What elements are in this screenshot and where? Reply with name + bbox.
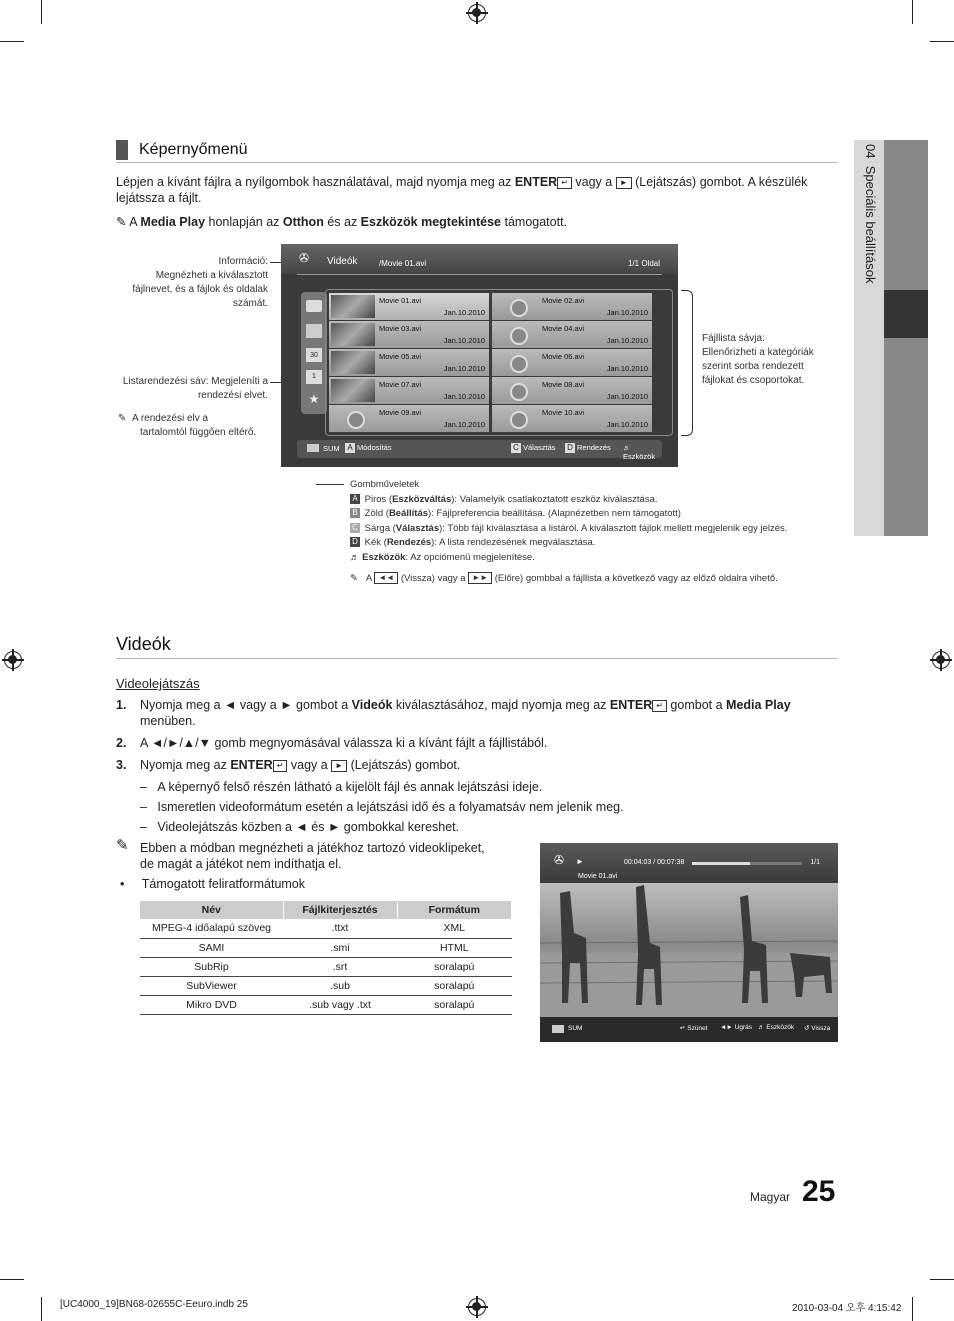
filelist-bracket	[681, 290, 693, 436]
video-thumbnail	[331, 351, 375, 374]
play-icon: ►	[616, 177, 632, 189]
file-name: Movie 08.avi	[542, 380, 585, 389]
page-number: 25	[802, 1175, 836, 1208]
side-tab-block	[884, 338, 928, 536]
step-3: 3. Nyomja meg az ENTER ↵ vagy a ► (Lejátszás) gombot.	[116, 758, 461, 772]
film-reel-icon	[510, 411, 528, 429]
game-note: ✎ Ebben a módban megnézheti a játékhoz tartozó videoklipeket, de magát a játékot nem indíthatja el.	[116, 837, 485, 871]
note-pencil-icon: ✎	[350, 573, 358, 584]
footer-language: Magyar	[750, 1190, 791, 1204]
video-thumbnail	[331, 295, 375, 318]
side-tab-active	[884, 290, 928, 338]
crop-mark	[41, 1297, 42, 1321]
crop-mark	[41, 0, 42, 24]
play-icon: ►	[331, 760, 347, 772]
step-1: 1. Nyomja meg a ◄ vagy a ► gombot a Videók kiválasztásához, majd nyomja meg az ENTER ↵ gombot a Media Play menüben.	[116, 698, 791, 728]
crop-mark	[912, 1297, 913, 1321]
registration-mark-icon	[4, 651, 22, 669]
pause-control: ↵ Szünet	[680, 1025, 708, 1032]
table-row: SubRip .srt soralapú	[140, 957, 512, 976]
registration-mark-icon	[468, 4, 486, 22]
progress-bar[interactable]	[692, 862, 802, 865]
screen-title: Videók	[327, 256, 358, 267]
file-item[interactable]	[329, 321, 489, 348]
film-reel-icon: ✇	[299, 251, 310, 265]
player-count: 1/1	[810, 859, 820, 866]
video-thumbnail	[331, 407, 375, 430]
registration-mark-icon	[932, 651, 950, 669]
key-a-icon: A	[345, 443, 355, 453]
video-thumbnail	[331, 379, 375, 402]
button-operations: Gombműveletek A Piros (Eszközváltás): Valamelyik csatlakoztatott eszköz kiválasztása. B Zöld (Beállítás): Fájlpreferencia beállítása. (Alapnézetben nem támogatott) C Sárga (Választás): Több fájl kiválasztása a listáról. A kiválasztott fájlok mellett megjelenik egy jelzés. D Kék (Rendezés): A lista rendezésének megválasztása. ♬ Eszközök: Az opciómenü megjelenítése. ✎ A ◄◄ (Vissza) vagy a ►► (Előre) gombbal a fájllista a következő vagy az előző oldalra vihető.	[350, 479, 788, 584]
film-reel-icon: ✇	[554, 853, 565, 867]
enter-icon: ↵	[680, 1025, 686, 1032]
note-text: ✎ A Media Play honlapján az Otthon és az Eszközök megtekintése támogatott.	[116, 215, 568, 229]
folder-icon	[306, 300, 322, 312]
file-name: Movie 02.avi	[542, 296, 585, 305]
jump-control: ◄► Ugrás	[720, 1024, 753, 1031]
table-row: MPEG-4 időalapú szöveg .ttxt XML	[140, 919, 512, 938]
enter-icon: ↵	[273, 760, 288, 772]
video-thumbnail	[494, 351, 538, 374]
file-date: Jan.10.2010	[606, 308, 648, 317]
step-2: 2. A ◄/►/▲/▼ gomb megnyomásával válassza ki a kívánt fájlt a fájllistából.	[116, 736, 548, 750]
file-date: Jan.10.2010	[443, 392, 485, 401]
screen-page: 1/1 Oldal	[627, 259, 660, 268]
intro-text: Lépjen a kívánt fájlra a nyílgombok használatával, majd nyomja meg az ENTER ↵ vagy a ► (Lejátszás) gombot. A készülék lejátssza a fájlt.	[116, 175, 808, 205]
film-reel-icon	[510, 299, 528, 317]
file-name: Movie 05.avi	[379, 352, 422, 361]
film-reel-icon	[510, 327, 528, 345]
file-item[interactable]	[492, 321, 652, 348]
table-row: SubViewer .sub soralapú	[140, 976, 512, 995]
subsection-title: Videolejátszás	[116, 676, 200, 691]
number-sort-icon: 1	[306, 370, 322, 384]
file-item[interactable]	[329, 293, 489, 320]
side-chapter-label: 04 Speciális beállítások	[863, 144, 878, 284]
subtitle-bullet: • Támogatott feliratformátumok	[120, 877, 306, 891]
screen-bottom-bar: SUM A Módosítás C Választás D Rendezés ♬ Eszközök	[297, 440, 662, 458]
file-date: Jan.10.2010	[443, 308, 485, 317]
subtitle-format-table	[140, 901, 512, 1015]
left-right-icon: ◄►	[720, 1024, 733, 1031]
sort-note: ✎ A rendezési elv a tartalomtól függően eltérő.	[118, 413, 257, 438]
key-c-icon: C	[350, 523, 360, 533]
forward-icon: ►►	[468, 572, 492, 584]
key-d-label: D Rendezés	[565, 443, 611, 453]
tools-icon: ♬	[758, 1024, 765, 1031]
screen-path: /Movie 01.avi	[379, 259, 427, 268]
player-file: Movie 01.avi	[578, 873, 618, 880]
file-item[interactable]	[329, 377, 489, 404]
file-item[interactable]	[492, 293, 652, 320]
back-control: ↺ Vissza	[804, 1025, 831, 1032]
step-3-details: – A képernyő felső részén látható a kijelölt fájl és annak lejátszási ideje. – Ismeretlen videoformátum esetén a lejátszási idő és a folyamatsáv nem jelenik meg. – Videolejátszás közben a ◄ és ► gombokkal kereshet.	[140, 780, 624, 834]
crop-mark	[0, 41, 24, 42]
table-header: Fájlkiterjesztés	[283, 901, 397, 919]
footer-date: 2010-03-04 오후 4:15:42	[792, 1303, 902, 1314]
file-item[interactable]	[492, 349, 652, 376]
sort-bar[interactable]	[301, 292, 327, 414]
key-d-icon: D	[350, 537, 360, 547]
play-status-icon: ►	[576, 857, 584, 866]
footer-file-info: [UC4000_19]BN68-02655C-Eeuro.indb 25	[60, 1299, 248, 1310]
file-date: Jan.10.2010	[443, 420, 485, 429]
video-thumbnail	[494, 407, 538, 430]
file-date: Jan.10.2010	[606, 336, 648, 345]
screen-header	[281, 244, 678, 274]
section-title: Videók	[116, 634, 171, 654]
note-pencil-icon: ✎	[118, 413, 127, 424]
media-play-screen	[281, 244, 678, 467]
crop-mark	[930, 41, 954, 42]
tools-icon: ♬	[623, 443, 631, 452]
section-title: Képernyőmenü	[139, 141, 248, 158]
key-a-label: A Módosítás	[345, 443, 392, 453]
file-item[interactable]	[329, 349, 489, 376]
date-sort-icon: 30	[306, 348, 322, 362]
tools-label: ♬ Eszközök	[623, 443, 656, 461]
video-thumbnail	[494, 295, 538, 318]
table-row: Mikro DVD .sub vagy .txt soralapú	[140, 995, 512, 1014]
favorite-icon: ★	[308, 392, 320, 406]
file-name: Movie 01.avi	[379, 296, 422, 305]
film-reel-icon	[510, 355, 528, 373]
divider	[116, 162, 838, 163]
crop-mark	[0, 1279, 24, 1280]
file-name: Movie 10.avi	[542, 408, 585, 417]
file-item[interactable]	[492, 405, 652, 432]
file-date: Jan.10.2010	[606, 364, 648, 373]
table-header: Név	[140, 901, 283, 919]
file-name: Movie 03.avi	[379, 324, 422, 333]
film-reel-icon	[510, 383, 528, 401]
enter-icon: ↵	[652, 700, 667, 712]
enter-icon: ↵	[557, 177, 572, 189]
section-marker	[116, 140, 128, 160]
film-reel-icon	[347, 411, 365, 429]
crop-mark	[930, 1279, 954, 1280]
file-name: Movie 07.avi	[379, 380, 422, 389]
table-row: SAMI .smi HTML	[140, 938, 512, 957]
device-icon	[552, 1025, 564, 1033]
file-date: Jan.10.2010	[606, 392, 648, 401]
file-date: Jan.10.2010	[443, 364, 485, 373]
player-bottom-bar: SUM ↵ Szünet ◄► Ugrás ♬ Eszközök ↺ Vissza	[540, 1017, 838, 1042]
video-player-screen	[540, 843, 838, 1042]
tools-icon: ♬	[350, 551, 360, 563]
file-name: Movie 06.avi	[542, 352, 585, 361]
crop-mark	[912, 0, 913, 24]
note-pencil-icon: ✎	[116, 215, 127, 229]
return-icon: ↺	[804, 1025, 810, 1032]
key-c-label: C Választás	[511, 443, 556, 453]
title-sort-icon	[306, 324, 322, 338]
key-c-icon: C	[511, 443, 521, 453]
side-tab-block	[884, 140, 928, 290]
giraffes-illustration	[540, 883, 838, 1017]
key-b-icon: B	[350, 508, 360, 518]
tools-control: ♬ Eszközök	[758, 1024, 795, 1031]
video-thumbnail	[494, 379, 538, 402]
video-thumbnail	[331, 323, 375, 346]
file-item[interactable]	[329, 405, 489, 432]
callout-line	[316, 484, 344, 485]
info-callout: Információ: Megnézheti a kiválasztott fájlnevet, és a fájlok és oldalak számát.	[132, 256, 268, 309]
sort-callout: Listarendezési sáv: Megjeleníti a rendezési elvet.	[122, 376, 268, 401]
rewind-icon: ◄◄	[374, 572, 398, 584]
divider	[116, 658, 838, 659]
filelist-callout: Fájllista sávja: Ellenőrizheti a kategóriák szerint sorba rendezett fájlokat és csoportokat.	[702, 333, 814, 386]
player-time: 00:04:03 / 00:07:38	[624, 859, 685, 866]
key-d-icon: D	[565, 443, 575, 453]
video-thumbnail	[494, 323, 538, 346]
note-pencil-icon: ✎	[116, 837, 129, 854]
player-header	[540, 843, 838, 883]
registration-mark-icon	[468, 1298, 486, 1316]
key-a-icon: A	[350, 494, 360, 504]
file-name: Movie 09.avi	[379, 408, 422, 417]
device-icon	[307, 444, 319, 452]
table-header: Formátum	[397, 901, 512, 919]
file-date: Jan.10.2010	[606, 420, 648, 429]
video-frame	[540, 883, 838, 1017]
file-item[interactable]	[492, 377, 652, 404]
file-name: Movie 04.avi	[542, 324, 585, 333]
file-date: Jan.10.2010	[443, 336, 485, 345]
